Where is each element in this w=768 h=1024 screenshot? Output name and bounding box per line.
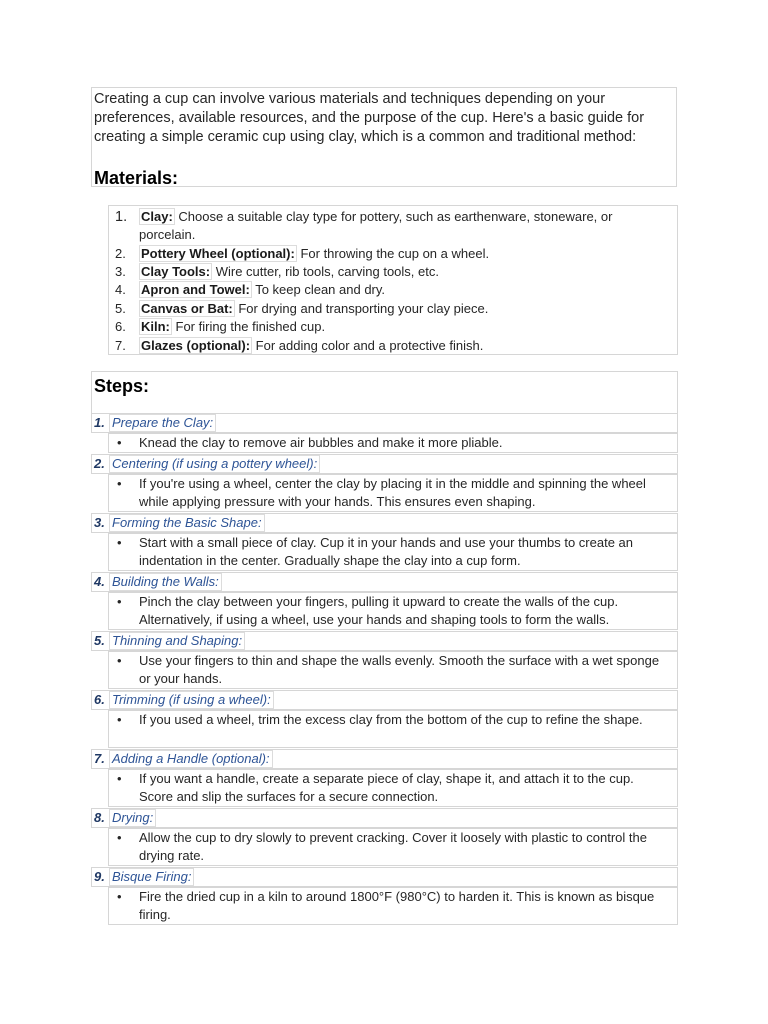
step-title: Prepare the Clay: — [109, 414, 216, 432]
step-title: Adding a Handle (optional): — [109, 750, 273, 768]
step-number: 2. — [94, 456, 105, 471]
bullet-icon: • — [117, 889, 122, 904]
step-heading-row — [91, 572, 678, 592]
intro-section — [91, 87, 677, 187]
step-title: Building the Walls: — [109, 573, 222, 591]
bullet-icon: • — [117, 653, 122, 668]
step-bullet — [108, 592, 678, 630]
material-name: Kiln: — [141, 319, 170, 334]
step-title: Forming the Basic Shape: — [109, 514, 265, 532]
intro-paragraph: Creating a cup can involve various materials and techniques depending on your preferences, available resources, and the purpose of the cup. Here's a basic guide for creating a simple ceramic cup using clay, which is a common and traditional method: — [94, 91, 645, 145]
list-number: 1. — [115, 209, 128, 225]
list-number: 7. — [115, 338, 126, 353]
materials-heading: Materials: — [94, 168, 179, 188]
step-description: If you want a handle, create a separate piece of clay, shape it, and attach it to the cup. Score and slip the surfaces for a secure connection. — [139, 771, 634, 804]
step-bullet — [108, 887, 678, 925]
step-number: 8. — [94, 810, 105, 825]
bullet-icon: • — [117, 594, 122, 609]
material-name: Pottery Wheel (optional): — [141, 246, 295, 261]
step-bullet — [108, 533, 678, 571]
material-name: Clay: — [141, 209, 173, 224]
bullet-icon: • — [117, 771, 122, 786]
list-number: 6. — [115, 319, 126, 334]
material-name: Apron and Towel: — [141, 282, 250, 297]
material-description: For adding color and a protective finish. — [252, 338, 484, 353]
step-bullet — [108, 769, 678, 807]
step-title: Thinning and Shaping: — [109, 632, 245, 650]
step-number: 4. — [94, 574, 105, 589]
material-description: Choose a suitable clay type for pottery, such as earthenware, stoneware, or porcelain. — [139, 209, 613, 242]
material-name: Canvas or Bat: — [141, 301, 233, 316]
step-description: Knead the clay to remove air bubbles and make it more pliable. — [139, 435, 503, 450]
list-number: 4. — [115, 282, 126, 297]
bullet-icon: • — [117, 535, 122, 550]
step-description: Start with a small piece of clay. Cup it in your hands and use your thumbs to create an indentation in the center. Gradually shape the clay into a cup form. — [139, 535, 634, 568]
material-description: For firing the finished cup. — [171, 319, 326, 334]
step-heading-row — [91, 690, 678, 710]
step-bullet — [108, 710, 678, 748]
steps-heading: Steps: — [94, 376, 150, 396]
material-description: For drying and transporting your clay piece. — [234, 301, 489, 316]
step-description: If you're using a wheel, center the clay by placing it in the middle and spinning the wheel while applying pressure with your hands. This ensures even shaping. — [139, 476, 646, 509]
step-description: Fire the dried cup in a kiln to around 1800°F (980°C) to harden it. This is known as bisque firing. — [139, 889, 655, 922]
step-heading-row — [91, 454, 678, 474]
step-title: Bisque Firing: — [109, 868, 194, 886]
step-heading-row — [91, 631, 678, 651]
bullet-icon: • — [117, 830, 122, 845]
bullet-icon: • — [117, 712, 122, 727]
materials-list-box — [108, 205, 678, 355]
material-description: Wire cutter, rib tools, carving tools, etc. — [212, 264, 439, 279]
step-description: Use your fingers to thin and shape the walls evenly. Smooth the surface with a wet sponge or your hands. — [139, 653, 660, 686]
step-heading-row — [91, 749, 678, 769]
step-title: Centering (if using a pottery wheel): — [109, 455, 320, 473]
step-bullet — [108, 828, 678, 866]
step-description: Allow the cup to dry slowly to prevent cracking. Cover it loosely with plastic to control the drying rate. — [139, 830, 647, 863]
step-number: 1. — [94, 415, 105, 430]
list-number: 5. — [115, 301, 126, 316]
material-description: To keep clean and dry. — [251, 282, 386, 297]
step-title: Drying: — [109, 809, 156, 827]
step-number: 5. — [94, 633, 105, 648]
step-bullet — [108, 474, 678, 512]
material-description: For throwing the cup on a wheel. — [296, 246, 490, 261]
step-number: 6. — [94, 692, 105, 707]
bullet-icon: • — [117, 435, 122, 450]
step-number: 3. — [94, 515, 105, 530]
step-bullet — [108, 433, 678, 453]
bullet-icon: • — [117, 476, 122, 491]
material-name: Clay Tools: — [141, 264, 211, 279]
step-heading-row — [91, 808, 678, 828]
step-bullet — [108, 651, 678, 689]
material-name: Glazes (optional): — [141, 338, 251, 353]
step-heading-row — [91, 513, 678, 533]
step-heading-row — [91, 867, 678, 887]
step-description: If you used a wheel, trim the excess clay from the bottom of the cup to refine the shape. — [139, 712, 643, 727]
step-description: Pinch the clay between your fingers, pulling it upward to create the walls of the cup. Alternatively, if using a wheel, use your hands and shaping tools to form the walls. — [139, 594, 619, 627]
list-number: 3. — [115, 264, 126, 279]
list-number: 2. — [115, 246, 126, 261]
step-heading-row — [91, 413, 678, 433]
step-title: Trimming (if using a wheel): — [109, 691, 274, 709]
step-number: 9. — [94, 869, 105, 884]
step-number: 7. — [94, 751, 105, 766]
